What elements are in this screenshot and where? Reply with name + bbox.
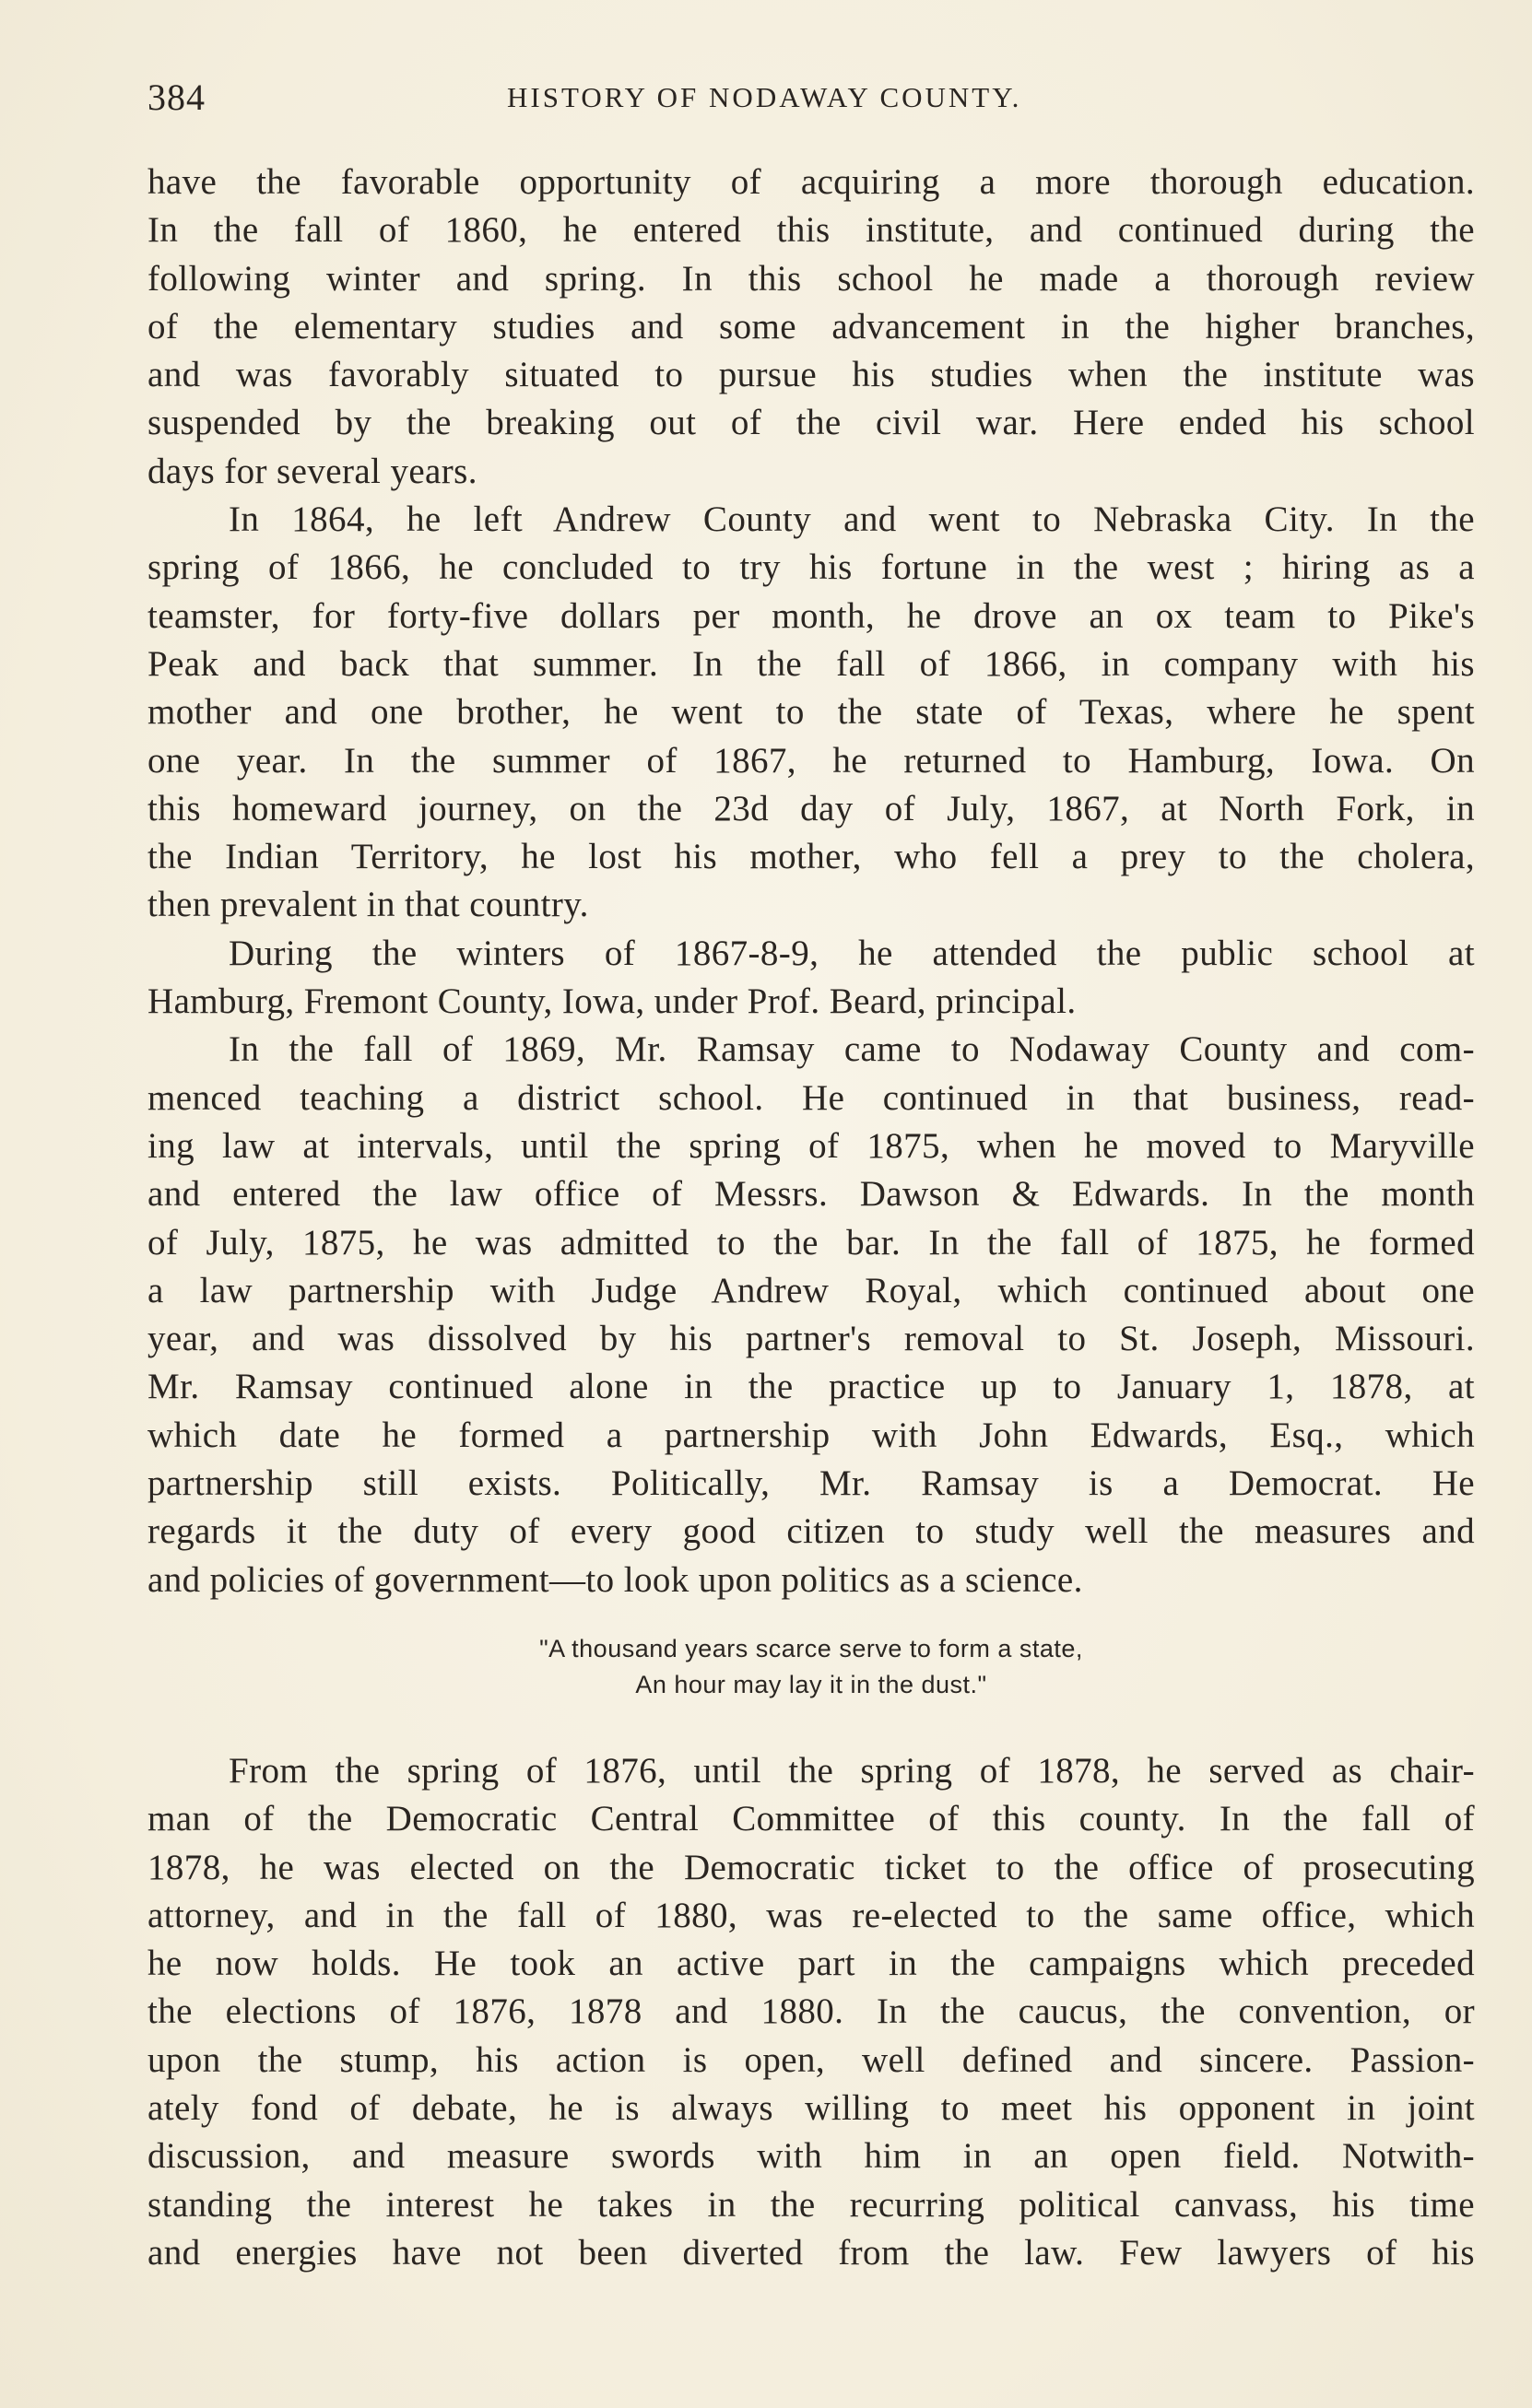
quote-line: An hour may lay it in the dust." [635, 1671, 987, 1698]
text-line: regards it the duty of every good citizen to study well the measures and [147, 1511, 1475, 1552]
text-line: upon the stump, his action is open, well defined and sincere. Passion- [147, 2039, 1475, 2080]
text-line: and was favorably situated to pursue his studies when the institute was [147, 355, 1475, 395]
text-line: In the fall of 1860, he entered this institute, and continued during the [147, 210, 1475, 251]
text-line: and energies have not been diverted from the law. Few lawyers of his [147, 2232, 1475, 2273]
text-line: the elections of 1876, 1878 and 1880. In the caucus, the convention, or [147, 1991, 1475, 2032]
text-line: man of the Democratic Central Committee of this county. In the fall of [147, 1799, 1475, 1839]
text-line: mother and one brother, he went to the state of Texas, where he spent [147, 692, 1475, 733]
text-line: From the spring of 1876, until the spring of 1878, he served as chair- [229, 1751, 1475, 1791]
body-text-lower [147, 1747, 1475, 2277]
text-line: menced teaching a district school. He continued in that business, read- [147, 1077, 1475, 1118]
text-line: ately fond of debate, he is always willing to meet his opponent in joint [147, 2088, 1475, 2129]
text-line: In the fall of 1869, Mr. Ramsay came to Nodaway County and com- [229, 1029, 1475, 1070]
quote-line: "A thousand years scarce serve to form a state, [539, 1635, 1083, 1662]
text-line: In 1864, he left Andrew County and went to Nebraska City. In the [229, 499, 1475, 540]
text-line: ing law at intervals, until the spring of 1875, when he moved to Maryville [147, 1125, 1475, 1166]
text-line: of the elementary studies and some advancement in the higher branches, [147, 306, 1475, 347]
running-head [147, 76, 1475, 122]
verse-quote [147, 1631, 1475, 1703]
text-line: year, and was dissolved by his partner's removal to St. Joseph, Missouri. [147, 1319, 1475, 1359]
text-line: days for several years. [147, 451, 477, 491]
text-line: the Indian Territory, he lost his mother, who fell a prey to the cholera, [147, 837, 1475, 877]
body-text-upper [147, 159, 1475, 1604]
running-title: HISTORY OF NODAWAY COUNTY. [507, 81, 1022, 113]
text-line: following winter and spring. In this school he made a thorough review [147, 258, 1475, 299]
text-line: Hamburg, Fremont County, Iowa, under Prof. Beard, principal. [147, 981, 1077, 1022]
text-line: then prevalent in that country. [147, 885, 589, 925]
text-line: discussion, and measure swords with him in an open field. Notwith- [147, 2136, 1475, 2177]
text-line: of July, 1875, he was admitted to the bar. In the fall of 1875, he formed [147, 1222, 1475, 1263]
text-line: spring of 1866, he concluded to try his fortune in the west ; hiring as a [147, 547, 1475, 588]
page-number: 384 [147, 76, 206, 118]
text-line: teamster, for forty-five dollars per month, he drove an ox team to Pike's [147, 595, 1475, 636]
text-line: and policies of government—to look upon politics as a science. [147, 1559, 1083, 1600]
text-line: one year. In the summer of 1867, he returned to Hamburg, Iowa. On [147, 740, 1475, 781]
text-line: Mr. Ramsay continued alone in the practice up to January 1, 1878, at [147, 1367, 1475, 1407]
text-line: he now holds. He took an active part in the campaigns which preceded [147, 1944, 1475, 1984]
text-line: standing the interest he takes in the recurring political canvass, his time [147, 2184, 1475, 2225]
text-line: 1878, he was elected on the Democratic ticket to the office of prosecuting [147, 1847, 1475, 1887]
text-line: this homeward journey, on the 23d day of July, 1867, at North Fork, in [147, 788, 1475, 828]
text-line: and entered the law office of Messrs. Dawson & Edwards. In the month [147, 1174, 1475, 1215]
text-line: partnership still exists. Politically, Mr. Ramsay is a Democrat. He [147, 1463, 1475, 1504]
text-line: attorney, and in the fall of 1880, was re-elected to the same office, which [147, 1895, 1475, 1935]
text-line: During the winters of 1867-8-9, he attended the public school at [229, 933, 1475, 973]
text-line: suspended by the breaking out of the civil war. Here ended his school [147, 403, 1475, 443]
text-line: Peak and back that summer. In the fall of 1866, in company with his [147, 643, 1475, 684]
text-line: which date he formed a partnership with John Edwards, Esq., which [147, 1415, 1475, 1455]
text-line: have the favorable opportunity of acquiring a more thorough education. [147, 162, 1475, 202]
text-line: a law partnership with Judge Andrew Royal, which continued about one [147, 1270, 1475, 1310]
